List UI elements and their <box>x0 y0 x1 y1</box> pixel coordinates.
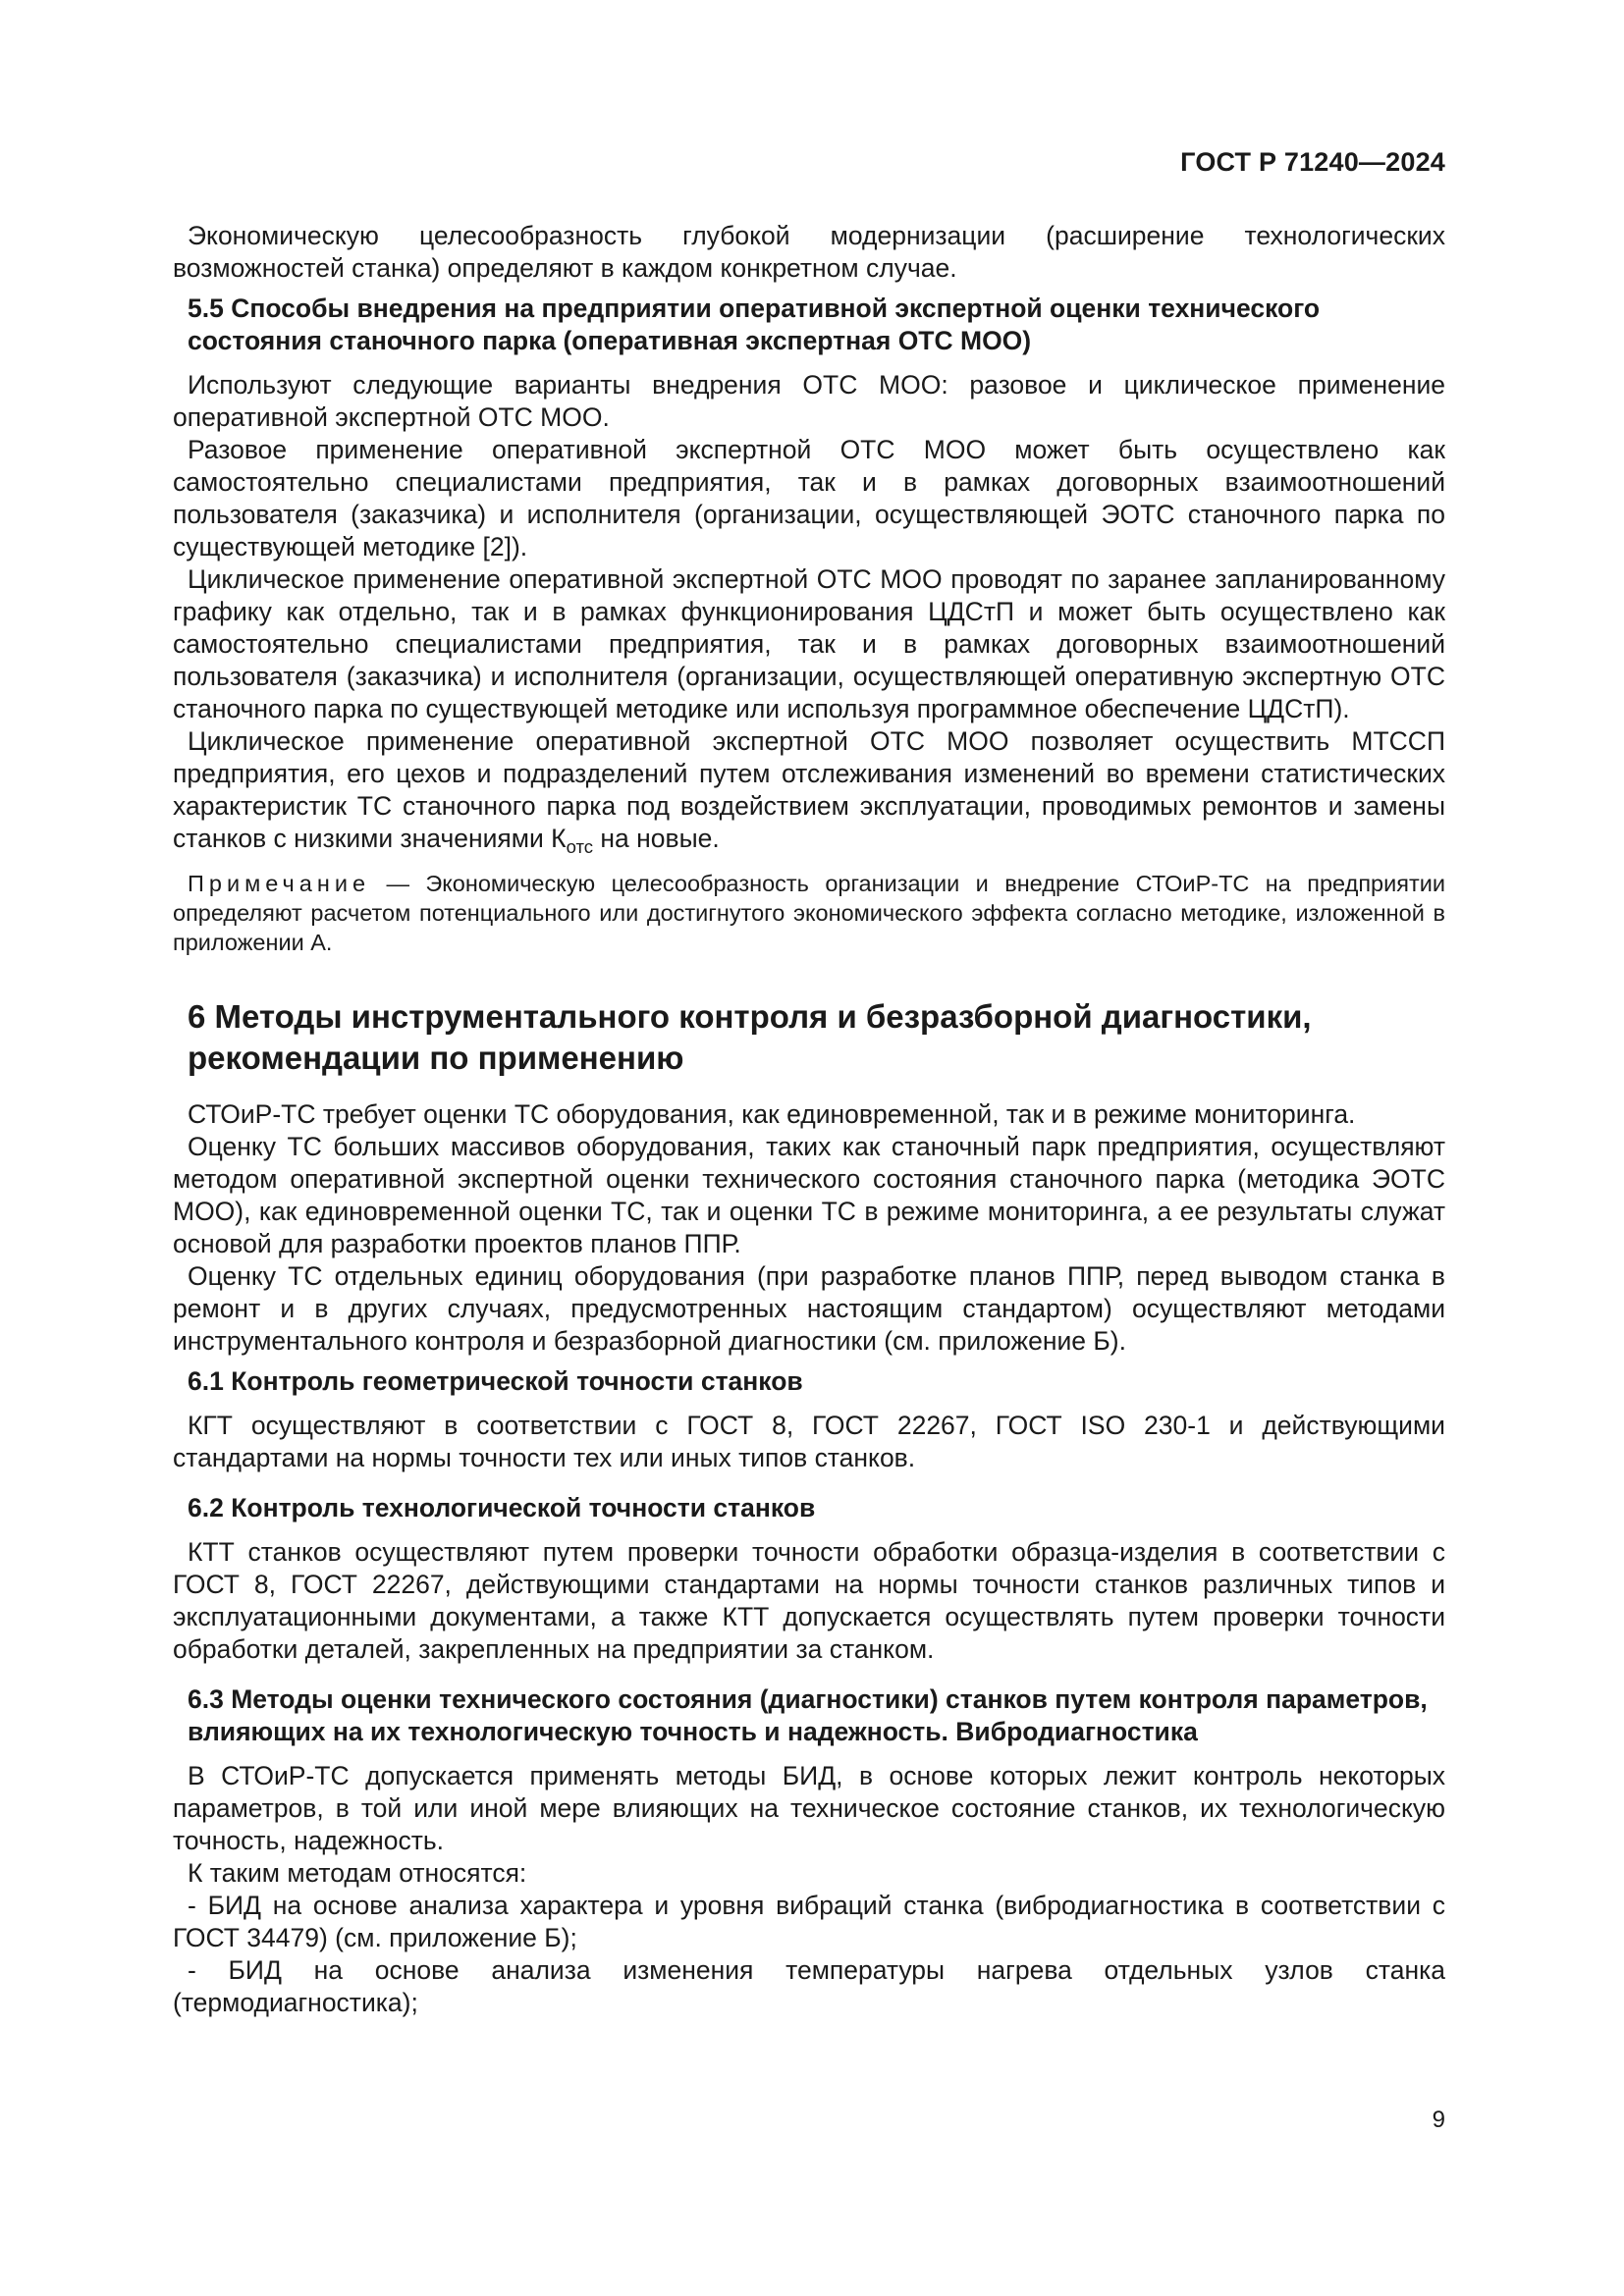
note-text: — Экономическую целесообразность организации и внедрение СТОиР-ТС на предприятии определяют расчетом потенциального или достигнутого экономического эффекта согласно методике, изложенной в приложении А. <box>173 871 1445 955</box>
paragraph: Экономическую целесообразность глубокой модернизации (расширение технологических возможностей станка) определяют в каждом конкретном случае. <box>173 221 1445 283</box>
paragraph-text: Циклическое применение оперативной экспертной ОТС МОО позволяет осуществить МТССП предприятия, его цехов и подразделений путем отслеживания изменений во времени статистических характеристик ТС станочного парка под воздействием эксплуатации, проводимых ремонтов и замены станков с низкими значениями К <box>173 726 1445 853</box>
list-item: - БИД на основе анализа характера и уровня вибраций станка (вибродиагностика в соответствии с ГОСТ 34479) (см. приложение Б); <box>173 1891 1445 1952</box>
paragraph: Циклическое применение оперативной экспертной ОТС МОО проводят по заранее запланированному графику как отдельно, так и в рамках функционирования ЦДСтП и может быть осуществлено как самостоятельно специалистами предприятия, так и в рамках договорных взаимоотношений пользователя (заказчика) и исполнителя (организации, осуществляющей оперативную экспертную ОТС станочного парка по существующей методике или используя программное обеспечение ЦДСтП). <box>173 564 1445 723</box>
page-content <box>173 220 1445 2019</box>
paragraph: Оценку ТС больших массивов оборудования, таких как станочный парк предприятия, осуществляют методом оперативной экспертной оценки технического состояния станочного парка (методика ЭОТС МОО), как единовременной оценки ТС, так и оценки ТС в режиме мониторинга, а ее результаты служат основой для разработки проектов планов ППР. <box>173 1132 1445 1258</box>
paragraph: К таким методам относятся: <box>188 1858 527 1888</box>
page-number: 9 <box>1432 2107 1445 2133</box>
document-code: ГОСТ Р 71240—2024 <box>1180 147 1445 177</box>
list-item: - БИД на основе анализа изменения температуры нагрева отдельных узлов станка (термодиагностика); <box>173 1955 1445 2017</box>
note-label: Примечание <box>188 871 371 896</box>
paragraph: Оценку ТС отдельных единиц оборудования (при разработке планов ППР, перед выводом станка в ремонт и в других случаях, предусмотренных настоящим стандартом) осуществляют методами инструментального контроля и безразборной диагностики (см. приложение Б). <box>173 1261 1445 1356</box>
paragraph: Разовое применение оперативной экспертной ОТС МОО может быть осуществлено как самостоятельно специалистами предприятия, так и в рамках договорных взаимоотношений пользователя (заказчика) и исполнителя (организации, осуществляющей ЭОТС станочного парка по существующей методике [2]). <box>173 435 1445 561</box>
section-heading-6-3: 6.3 Методы оценки технического состояния (диагностики) станков путем контроля параметров, влияющих на их технологическую точность и надежность. Вибродиагностика <box>188 1684 1428 1746</box>
paragraph-text: на новые. <box>593 824 720 853</box>
paragraph-with-subscript <box>173 725 1445 855</box>
subscript: отс <box>566 836 594 857</box>
paragraph: Используют следующие варианты внедрения ОТС МОО: разовое и циклическое применение оперативной экспертной ОТС МОО. <box>173 370 1445 432</box>
paragraph: КГТ осуществляют в соответствии с ГОСТ 8, ГОСТ 22267, ГОСТ ISO 230-1 и действующими стандартами на нормы точности тех или иных типов станков. <box>173 1411 1445 1472</box>
section-heading-5-5: 5.5 Способы внедрения на предприятии оперативной экспертной оценки технического состояния станочного парка (оперативная экспертная ОТС МОО) <box>188 294 1321 355</box>
section-heading-6: 6 Методы инструментального контроля и безразборной диагностики, рекомендации по применению <box>188 998 1312 1076</box>
note <box>173 869 1445 957</box>
paragraph: КТТ станков осуществляют путем проверки точности обработки образца-изделия в соответствии с ГОСТ 8, ГОСТ 22267, действующими стандартами на нормы точности станков различных типов и эксплуатационными документами, а также КТТ допускается осуществлять путем проверки точности обработки деталей, закрепленных на предприятии за станком. <box>173 1537 1445 1664</box>
section-heading-6-1: 6.1 Контроль геометрической точности станков <box>188 1366 803 1396</box>
paragraph: СТОиР-ТС требует оценки ТС оборудования, как единовременной, так и в режиме мониторинга. <box>188 1099 1356 1129</box>
paragraph: В СТОиР-ТС допускается применять методы БИД, в основе которых лежит контроль некоторых параметров, в той или иной мере влияющих на техническое состояние станков, их технологическую точность, надежность. <box>173 1761 1445 1855</box>
section-heading-6-2: 6.2 Контроль технологической точности станков <box>188 1493 816 1522</box>
